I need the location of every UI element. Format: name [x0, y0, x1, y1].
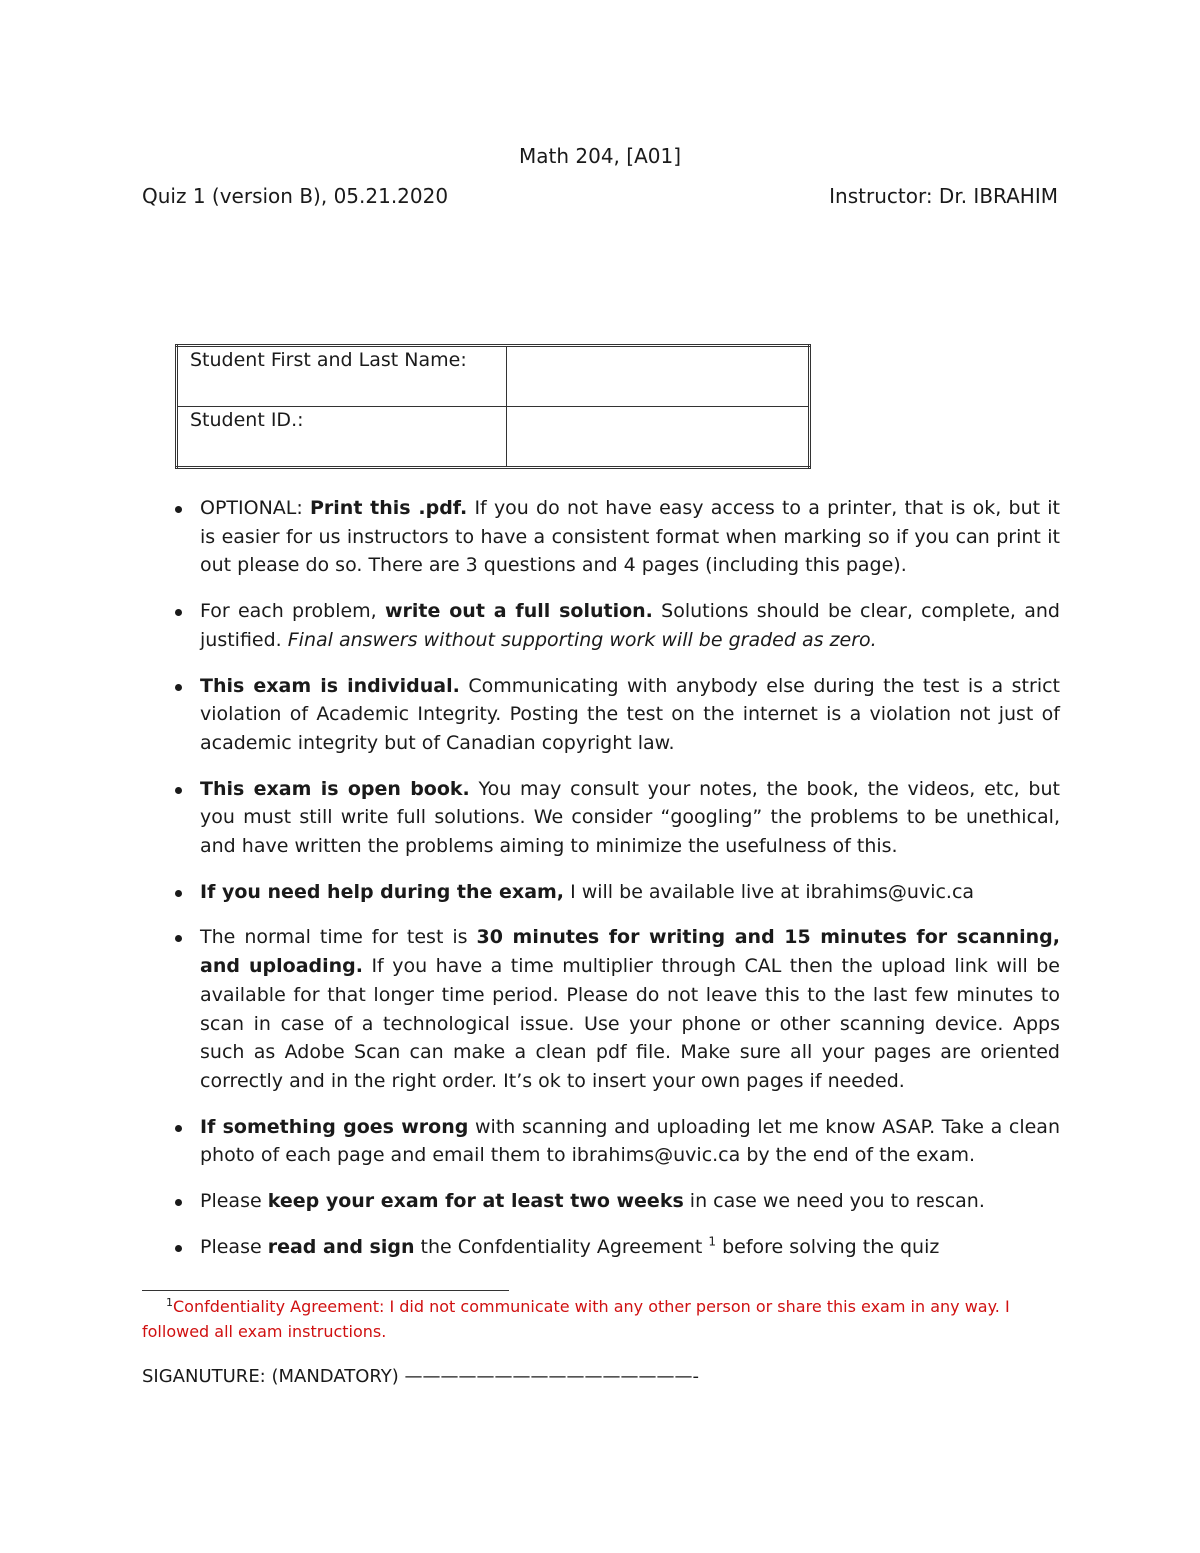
- instruction-time: The normal time for test is 30 minutes for writing and 15 minutes for scanning, and uploading. If you have a time multiplier through CAL then the upload link will be available for that longer time period. Please do not leave this to the last few minutes to scan in case of a technological issue. Use your phone or other scanning device. Apps such as Adobe Scan can make a clean pdf file. Make sure all your pages are oriented correctly and in the right order. It’s ok to insert your own pages if needed.: [142, 923, 1060, 1095]
- bullet-icon: [175, 1125, 182, 1132]
- instruction-open-book: This exam is open book. You may consult your notes, the book, the videos, etc, but you must still write full solutions. We consider “googling” the problems to be unethical, and have written the problems aiming to minimize the usefulness of this.: [142, 775, 1060, 861]
- bullet-icon: [175, 1199, 182, 1206]
- name-row: [177, 346, 810, 407]
- footnote-ref: 1: [708, 1234, 717, 1249]
- footnote-rule: [142, 1290, 509, 1291]
- instruction-sign: Please read and sign the Confdentiality Agreement $^1$ before solving the quiz: [142, 1233, 1060, 1262]
- name-label: Student First and Last Name:: [177, 346, 507, 407]
- student-info-table: [175, 344, 811, 469]
- id-label: Student ID.:: [177, 407, 507, 468]
- instruction-individual: This exam is individual. Communicating with anybody else during the test is a strict violation of Academic Integrity. Posting the test on the internet is a violation not just of academic integrity but of Canadian copyright law.: [142, 672, 1060, 758]
- footnote-text: Confdentiality Agreement: I did not communicate with any other person or share this exam in any way. I followed all exam instructions.: [142, 1297, 1010, 1341]
- bullet-icon: [175, 506, 182, 513]
- bullet-icon: [175, 787, 182, 794]
- instruction-wrong: If something goes wrong with scanning and uploading let me know ASAP. Take a clean photo of each page and email them to ibrahims@uvic.ca by the end of the exam.: [142, 1113, 1060, 1170]
- instructions-list: [142, 494, 1060, 1278]
- instructor-name: Instructor: Dr. IBRAHIM: [829, 184, 1058, 208]
- signature-line[interactable]: SIGANUTURE: (MANDATORY) ————————————————-: [142, 1366, 700, 1387]
- bullet-icon: [175, 935, 182, 942]
- instruction-print: OPTIONAL: Print this .pdf. If you do not have easy access to a printer, that is ok, but it is easier for us instructors to have a consistent format when marking so if you can print it out please do so. There are 3 questions and 4 pages (including this page).: [142, 494, 1060, 580]
- id-field[interactable]: [507, 407, 810, 468]
- instruction-help: If you need help during the exam, I will be available live at ibrahims@uvic.ca: [142, 878, 1060, 907]
- course-title: Math 204, [A01]: [518, 144, 681, 168]
- name-field[interactable]: [507, 346, 810, 407]
- instruction-keep: Please keep your exam for at least two weeks in case we need you to rescan.: [142, 1187, 1060, 1216]
- bullet-icon: [175, 609, 182, 616]
- id-row: [177, 407, 810, 468]
- footnote: [142, 1294, 1060, 1344]
- bullet-icon: [175, 684, 182, 691]
- bullet-icon: [175, 890, 182, 897]
- instruction-full-solution: For each problem, write out a full solution. Solutions should be clear, complete, and justified. Final answers without supporting work will be graded as zero.: [142, 597, 1060, 654]
- quiz-title: Quiz 1 (version B), 05.21.2020: [142, 184, 449, 208]
- footnote-mark: 1: [166, 1295, 173, 1309]
- bullet-icon: [175, 1245, 182, 1252]
